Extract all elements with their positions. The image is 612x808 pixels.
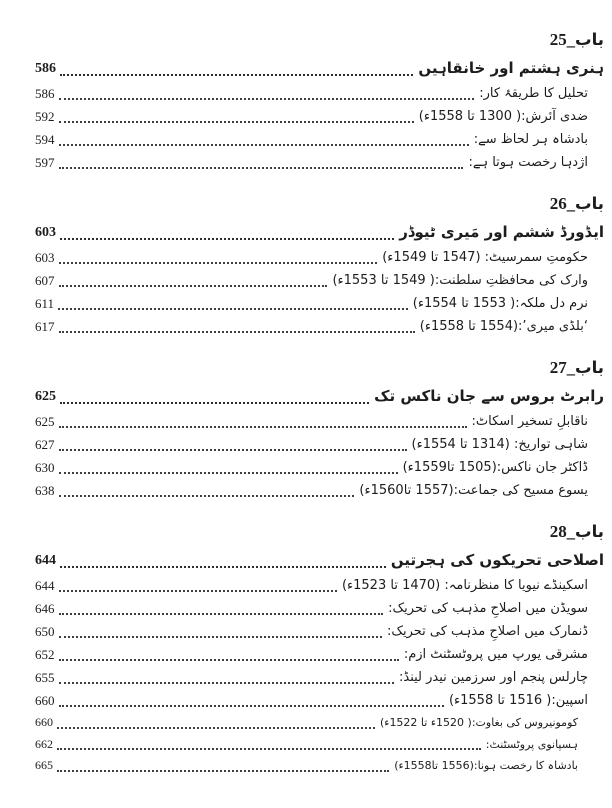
toc-entry-row bbox=[35, 666, 604, 689]
toc-entry-text: ڈنمارک میں اصلاحِ مذہب کی تحریک: bbox=[386, 624, 588, 639]
page-number: 625 bbox=[35, 414, 55, 429]
dot-leader bbox=[57, 770, 389, 772]
dot-leader bbox=[59, 636, 382, 638]
dot-leader bbox=[59, 495, 355, 497]
chapter-separator: _ bbox=[566, 194, 576, 213]
chapter-separator: _ bbox=[566, 522, 576, 541]
toc-title-text: رابرٹ بروس سے جان ناکس تک bbox=[374, 387, 604, 405]
page-number: 662 bbox=[35, 736, 53, 751]
toc-entry-row bbox=[35, 269, 604, 292]
page-number: 625 bbox=[35, 389, 56, 404]
page-number: 617 bbox=[35, 319, 55, 334]
dot-leader bbox=[60, 566, 386, 568]
toc-entry-text: اژدہا رخصت ہوتا ہے: bbox=[468, 155, 588, 170]
toc-title-row bbox=[35, 219, 604, 246]
chapter-number: 25 bbox=[549, 30, 567, 49]
chapter-label: باب bbox=[575, 522, 604, 541]
toc-entry-text: شاہی تواریخ: (1314 تا 1554ء) bbox=[411, 437, 588, 452]
chapter-heading bbox=[35, 188, 604, 219]
toc-entry-text: ضدی آئرش:( 1300 تا 1558ء) bbox=[418, 109, 588, 124]
toc-entry-text: یسوع مسیح کی جماعت:(1557 تا1560ء) bbox=[359, 483, 588, 498]
dot-leader bbox=[59, 426, 467, 428]
chapter-label: باب bbox=[575, 358, 604, 377]
chapter-heading bbox=[35, 516, 604, 547]
toc-entry-row bbox=[35, 712, 604, 734]
toc-entry-row bbox=[35, 620, 604, 643]
page-number: 630 bbox=[35, 460, 55, 475]
toc-entry-row bbox=[35, 246, 604, 269]
dot-leader bbox=[59, 285, 328, 287]
toc-entry-row bbox=[35, 315, 604, 338]
dot-leader bbox=[59, 121, 414, 123]
chapter-heading bbox=[35, 24, 604, 55]
dot-leader bbox=[59, 98, 475, 100]
dot-leader bbox=[59, 144, 469, 146]
page-number: 592 bbox=[35, 109, 55, 124]
page-number: 594 bbox=[35, 132, 55, 147]
toc-title-text: ہنری ہشتم اور خانقاہیں bbox=[418, 59, 604, 77]
page-number: 603 bbox=[35, 225, 56, 240]
toc-entry-text: بادشاہ کا رخصت ہونا:(1556 تا1558ء) bbox=[394, 759, 578, 772]
toc-entry-text: ناقابلِ تسخیر اسکاٹ: bbox=[471, 414, 588, 429]
page-number: 644 bbox=[35, 578, 55, 593]
toc-title-text: اصلاحی تحریکوں کی ہجرتیں bbox=[390, 551, 604, 569]
toc-entry-text: کومونیروس کی بغاوت:( 1520ء تا 1522ء) bbox=[379, 716, 578, 729]
toc-entry-row bbox=[35, 433, 604, 456]
toc-entry-row bbox=[35, 82, 604, 105]
toc-entry-row bbox=[35, 574, 604, 597]
toc-entry-text: سویڈن میں اصلاحِ مذہب کی تحریک: bbox=[388, 601, 588, 616]
dot-leader bbox=[59, 682, 394, 684]
page-number: 586 bbox=[35, 61, 56, 76]
toc-entry-text: ڈاکٹر جان ناکس:(1505 تا1559ء) bbox=[402, 460, 588, 475]
dot-leader bbox=[59, 659, 399, 661]
page-number: 627 bbox=[35, 437, 55, 452]
page-number: 644 bbox=[35, 553, 56, 568]
page-number: 607 bbox=[35, 273, 55, 288]
toc-entry-row bbox=[35, 734, 604, 756]
chapter-label: باب bbox=[575, 30, 604, 49]
page-number: 638 bbox=[35, 483, 55, 498]
dot-leader bbox=[59, 613, 384, 615]
dot-leader bbox=[59, 167, 464, 169]
page-number: 655 bbox=[35, 670, 55, 685]
chapter-heading bbox=[35, 352, 604, 383]
toc-entry-text: حکومتِ سمرسیٹ: (1547 تا 1549ء) bbox=[382, 250, 588, 265]
toc-entry-row bbox=[35, 643, 604, 666]
chapter-section-28 bbox=[35, 516, 604, 777]
toc-entry-text: اسکینڈے نیویا کا منظرنامہ: (1470 تا 1523ء) bbox=[341, 578, 588, 593]
chapter-number: 28 bbox=[549, 522, 567, 541]
toc-entry-text: ‘بلڈی میری’:(1554 تا 1558ء) bbox=[419, 319, 588, 334]
dot-leader bbox=[59, 590, 337, 592]
toc-entry-text: نرم دل ملکہ:( 1553 تا 1554ء) bbox=[412, 296, 588, 311]
chapter-number: 27 bbox=[549, 358, 567, 377]
toc-entry-text: اسپین:( 1516 تا 1558ء) bbox=[448, 693, 588, 708]
page-number: 586 bbox=[35, 86, 55, 101]
toc-entry-row bbox=[35, 410, 604, 433]
toc-entry-row bbox=[35, 597, 604, 620]
toc-title-row bbox=[35, 55, 604, 82]
page-number: 597 bbox=[35, 155, 55, 170]
toc-entry-text: بادشاہ ہر لحاظ سے: bbox=[473, 132, 588, 147]
toc-entry-row bbox=[35, 689, 604, 712]
page-number: 665 bbox=[35, 758, 53, 772]
dot-leader bbox=[60, 74, 413, 76]
toc-entry-text: چارلس پنجم اور سرزمین نیدر لینڈ: bbox=[398, 670, 588, 685]
dot-leader bbox=[57, 727, 375, 729]
toc-entry-row bbox=[35, 292, 604, 315]
page-number: 650 bbox=[35, 624, 55, 639]
dot-leader bbox=[59, 472, 398, 474]
chapter-section-25 bbox=[35, 24, 604, 174]
toc-title-row bbox=[35, 383, 604, 410]
toc-entry-text: مشرقی یورپ میں پروٹسٹنٹ ازم: bbox=[403, 647, 588, 662]
chapter-label: باب bbox=[575, 194, 604, 213]
toc-entry-text: وارک کی محافظتِ سلطنت:( 1549 تا 1553ء) bbox=[332, 273, 588, 288]
page-number: 603 bbox=[35, 250, 55, 265]
chapter-separator: _ bbox=[566, 358, 576, 377]
toc-entry-row bbox=[35, 151, 604, 174]
page-number: 652 bbox=[35, 647, 55, 662]
dot-leader bbox=[57, 748, 481, 750]
toc-entry-text: ہسپانوی پروٹسٹنٹ: bbox=[485, 737, 578, 751]
chapter-separator: _ bbox=[566, 30, 576, 49]
dot-leader bbox=[60, 402, 369, 404]
chapter-section-27 bbox=[35, 352, 604, 502]
toc-entry-text: تحلیل کا طریقۂ کار: bbox=[479, 86, 588, 101]
toc-entry-row bbox=[35, 128, 604, 151]
chapter-section-26 bbox=[35, 188, 604, 338]
dot-leader bbox=[59, 449, 407, 451]
toc-entry-row bbox=[35, 479, 604, 502]
toc-title-row bbox=[35, 547, 604, 574]
chapter-number: 26 bbox=[549, 194, 567, 213]
toc-entry-row bbox=[35, 105, 604, 128]
dot-leader bbox=[58, 308, 408, 310]
dot-leader bbox=[59, 331, 415, 333]
toc-entry-row bbox=[35, 755, 604, 777]
toc-title-text: ایڈورڈ ششم اور مَیری ٹیوڈر bbox=[399, 223, 604, 241]
dot-leader bbox=[59, 705, 444, 707]
page-number: 611 bbox=[35, 296, 55, 311]
page-number: 660 bbox=[35, 693, 55, 708]
toc-entry-row bbox=[35, 456, 604, 479]
page-number: 646 bbox=[35, 601, 55, 616]
page-number: 660 bbox=[35, 715, 53, 729]
dot-leader bbox=[60, 238, 394, 240]
dot-leader bbox=[59, 262, 378, 264]
